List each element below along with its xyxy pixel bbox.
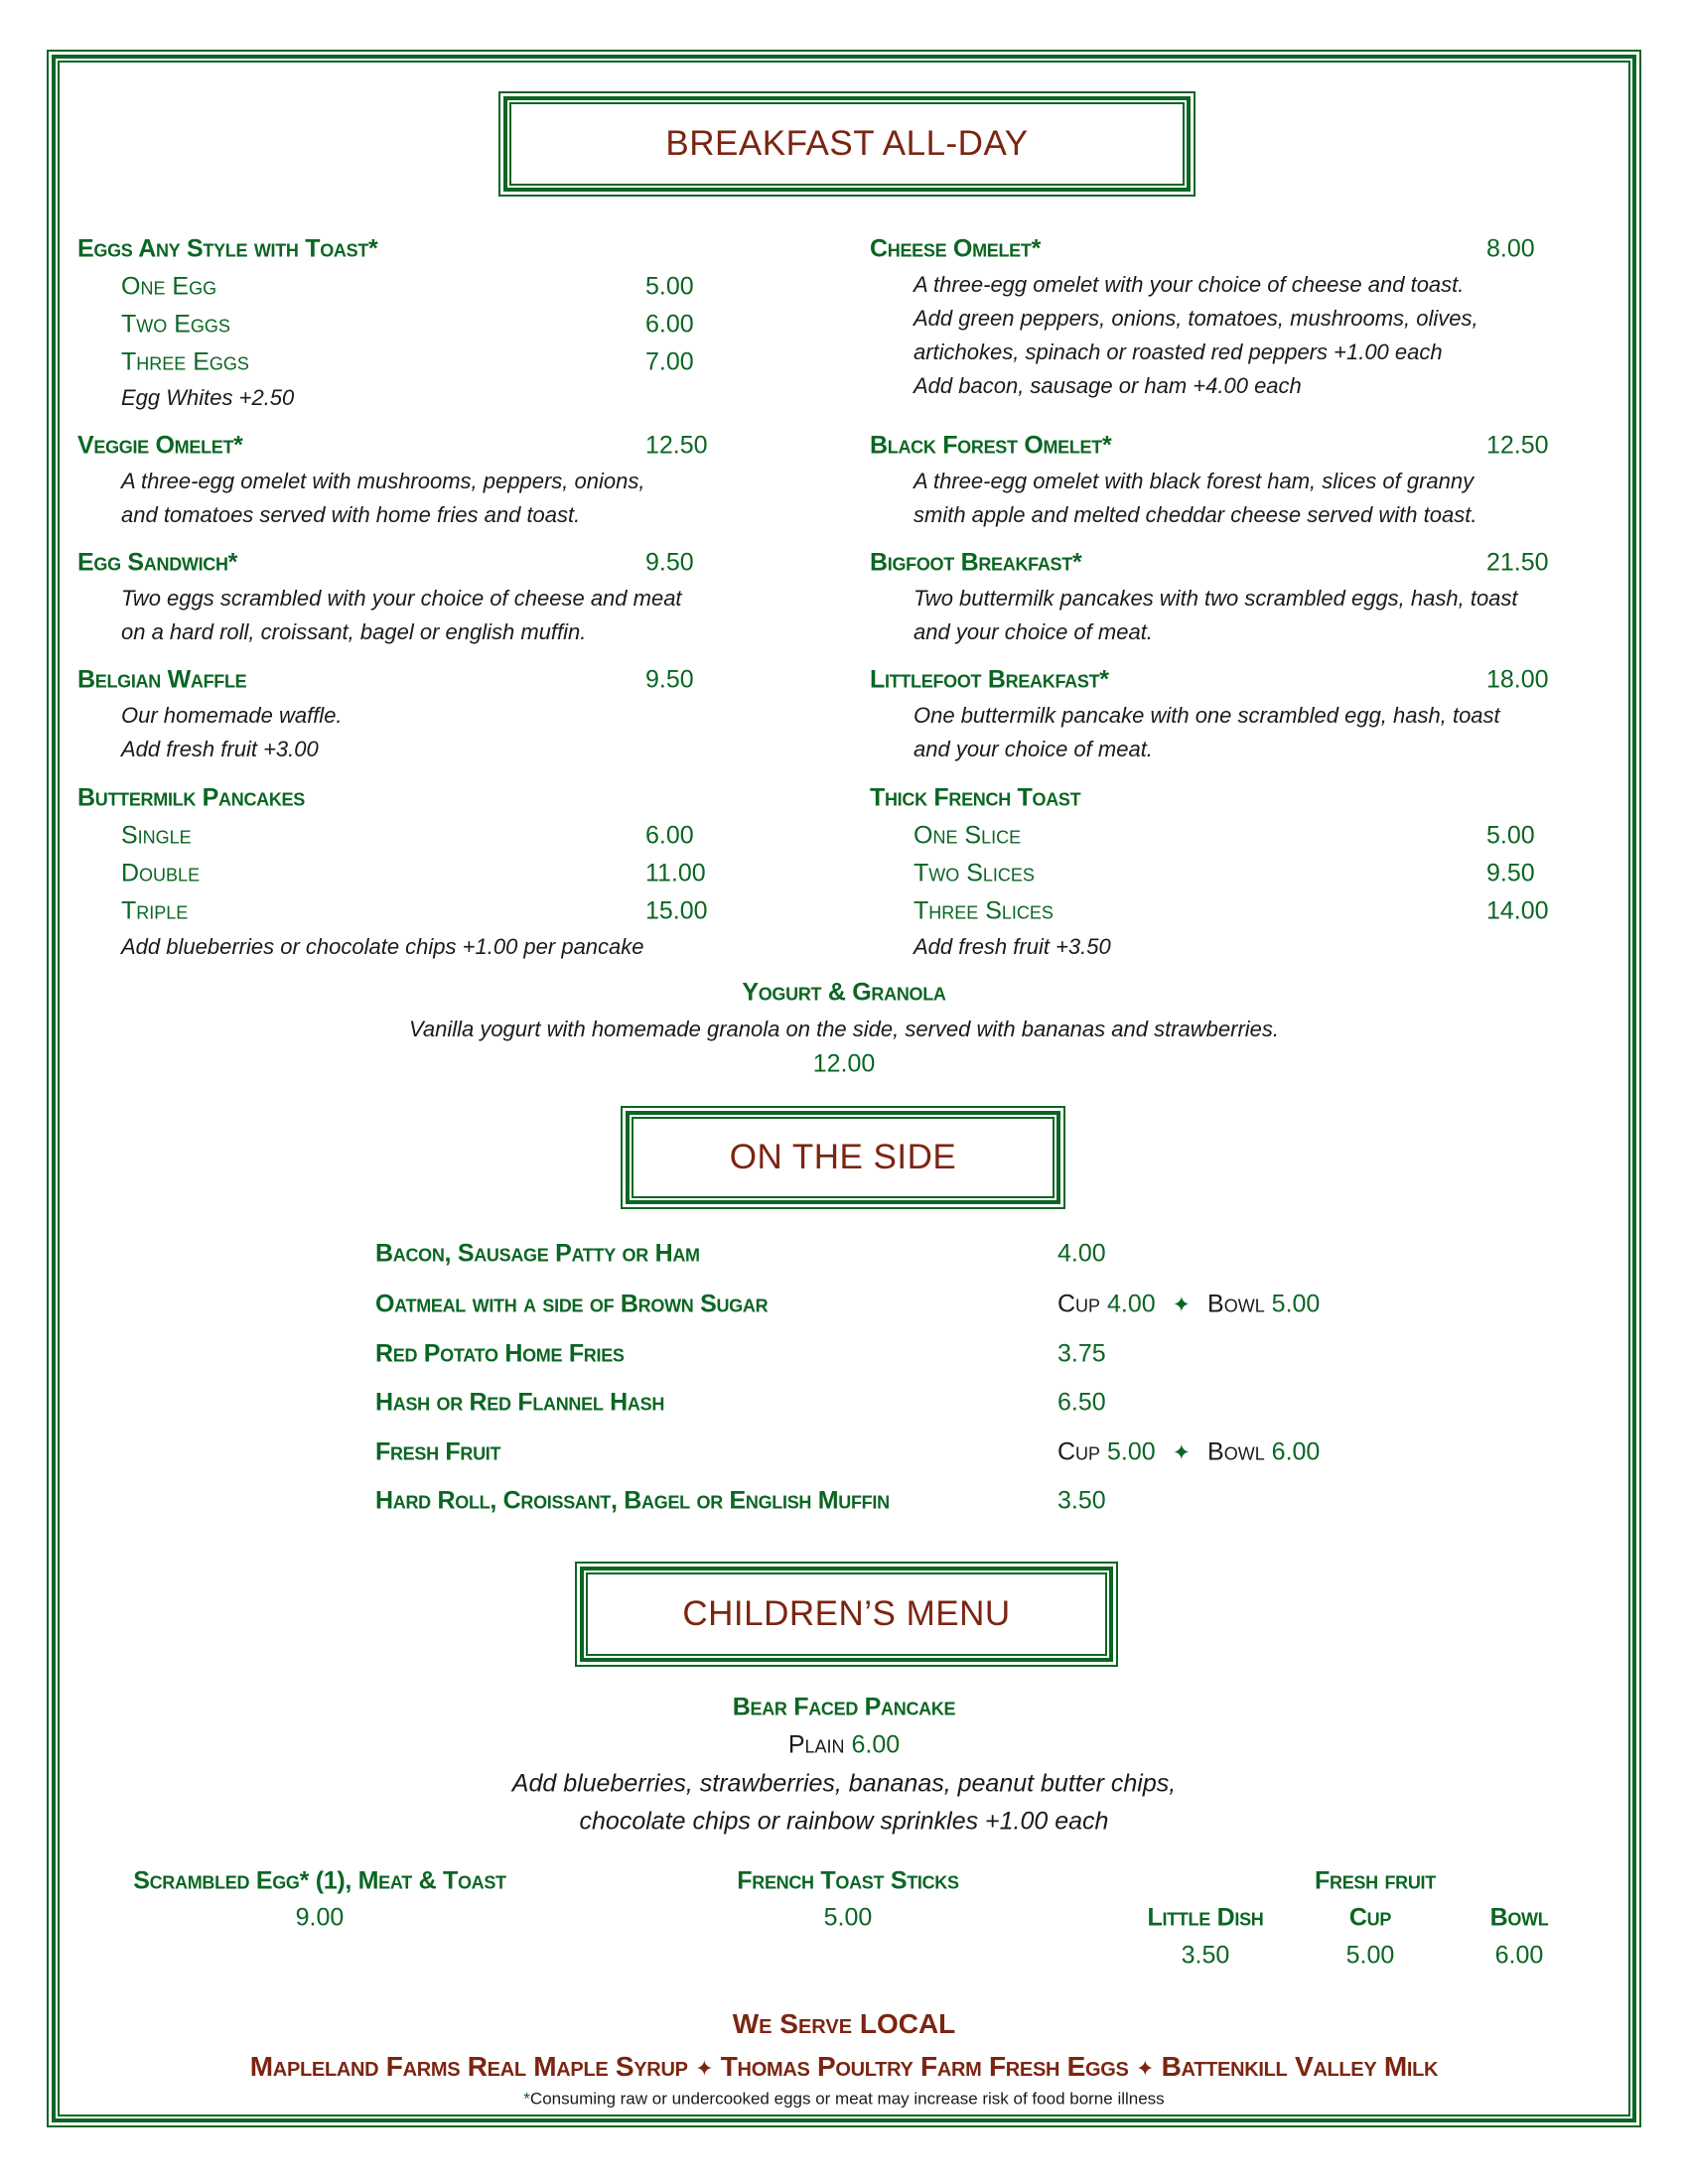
cup-price: 4.00 <box>1107 1290 1156 1318</box>
fruit-size-label: Bowl <box>1489 1903 1549 1932</box>
option-label: Triple <box>121 896 189 925</box>
section-title-breakfast <box>498 91 1196 197</box>
item-desc: and your choice of meat. <box>914 619 1153 644</box>
side-name: Red Potato Home Fries <box>375 1339 625 1368</box>
item-price-bigfoot: 21.50 <box>1486 548 1549 577</box>
item-name-yogurt: Yogurt & Granola <box>742 978 946 1007</box>
item-name-sticks: French Toast Sticks <box>737 1866 959 1895</box>
fruit-size-price: 3.50 <box>1181 1941 1230 1970</box>
option-price: 7.00 <box>645 347 694 376</box>
fruit-size-label: Cup <box>1348 1903 1392 1932</box>
bowl-price: 6.00 <box>1271 1437 1321 1466</box>
item-note: Egg Whites +2.50 <box>121 385 295 410</box>
item-desc: and your choice of meat. <box>914 737 1153 761</box>
item-desc-yogurt: Vanilla yogurt with homemade granola on the side, served with bananas and strawberries. <box>408 1017 1279 1041</box>
item-name-eggs: Eggs Any Style with Toast* <box>77 234 378 263</box>
side-price-cup-bowl <box>1057 1290 1321 1318</box>
option-label: Single <box>121 821 192 850</box>
side-price: 3.50 <box>1057 1486 1106 1515</box>
option-label: Three Slices <box>914 896 1054 925</box>
option-label: Two Eggs <box>121 310 230 339</box>
bowl-label: Bowl <box>1207 1437 1265 1466</box>
item-price-littlefoot: 18.00 <box>1486 665 1549 694</box>
item-note: Add fresh fruit +3.50 <box>914 934 1111 959</box>
item-price-sandwich: 9.50 <box>645 548 694 577</box>
item-name-sandwich: Egg Sandwich* <box>77 548 238 577</box>
plain-label: Plain <box>787 1730 845 1759</box>
item-desc: A three-egg omelet with black forest ham, slices of granny <box>914 469 1475 493</box>
diamond-star-icon: ✦ <box>1172 1439 1192 1465</box>
side-name: Bacon, Sausage Patty or Ham <box>375 1239 700 1268</box>
disclaimer-text: Consuming raw or undercooked eggs or meat may increase risk of food borne illness <box>529 2089 1165 2109</box>
item-name-scrambled: Scrambled Egg* (1), Meat & Toast <box>133 1866 506 1895</box>
diamond-star-icon: ✦ <box>1136 2056 1155 2081</box>
option-label: Double <box>121 859 201 887</box>
item-desc: Our homemade waffle. <box>121 703 343 728</box>
supplier: Mapleland Farms Real Maple Syrup <box>249 2051 688 2082</box>
option-label: One Egg <box>121 272 217 301</box>
cup-label: Cup <box>1057 1437 1101 1466</box>
item-desc: One buttermilk pancake with one scrambled egg, hash, toast <box>914 703 1500 728</box>
item-price-bear-pancake <box>0 1730 1688 1759</box>
supplier: Thomas Poultry Farm Fresh Eggs <box>720 2051 1129 2082</box>
fruit-size-price: 6.00 <box>1494 1941 1544 1970</box>
option-price: 15.00 <box>645 896 708 925</box>
asterisk-icon: * <box>523 2089 530 2109</box>
item-desc: and tomatoes served with home fries and toast. <box>121 502 581 527</box>
option-price: 14.00 <box>1486 896 1549 925</box>
fruit-size-price: 5.00 <box>1345 1941 1395 1970</box>
bowl-label: Bowl <box>1207 1290 1265 1318</box>
option-price: 5.00 <box>1486 821 1535 850</box>
item-desc: A three-egg omelet with your choice of cheese and toast. <box>914 272 1465 297</box>
item-name-waffle: Belgian Waffle <box>77 665 247 694</box>
footer-headline: We Serve LOCAL <box>732 2008 956 2039</box>
footer-disclaimer <box>0 2091 1688 2108</box>
item-name-cheese: Cheese Omelet* <box>870 234 1041 263</box>
item-desc: Two buttermilk pancakes with two scrambled eggs, hash, toast <box>914 586 1518 611</box>
item-name-fresh-fruit: Fresh fruit <box>1315 1866 1436 1895</box>
item-desc: Add blueberries, strawberries, bananas, peanut butter chips, <box>511 1769 1177 1798</box>
item-desc: Two eggs scrambled with your choice of cheese and meat <box>121 586 682 611</box>
side-price: 4.00 <box>1057 1239 1106 1268</box>
diamond-star-icon: ✦ <box>695 2056 714 2081</box>
item-name-veggie: Veggie Omelet* <box>77 431 243 460</box>
cup-label: Cup <box>1057 1290 1101 1318</box>
item-note: Add blueberries or chocolate chips +1.00 per pancake <box>121 934 644 959</box>
option-price: 9.50 <box>1486 859 1535 887</box>
side-name: Fresh Fruit <box>375 1437 501 1466</box>
item-desc: smith apple and melted cheddar cheese served with toast. <box>914 502 1477 527</box>
item-name-bigfoot: Bigfoot Breakfast* <box>870 548 1082 577</box>
bowl-price: 5.00 <box>1271 1290 1321 1318</box>
item-price-cheese: 8.00 <box>1486 234 1535 263</box>
side-name: Oatmeal with a side of Brown Sugar <box>375 1290 769 1318</box>
supplier: Battenkill Valley Milk <box>1161 2051 1439 2082</box>
item-desc: A three-egg omelet with mushrooms, peppers, onions, <box>121 469 645 493</box>
side-price: 3.75 <box>1057 1339 1106 1368</box>
item-price-veggie: 12.50 <box>645 431 708 460</box>
item-price-waffle: 9.50 <box>645 665 694 694</box>
item-desc: on a hard roll, croissant, bagel or english muffin. <box>121 619 587 644</box>
section-title-children <box>575 1562 1118 1667</box>
diamond-star-icon: ✦ <box>1172 1292 1192 1317</box>
plain-price: 6.00 <box>851 1730 901 1759</box>
option-price: 6.00 <box>645 821 694 850</box>
fruit-size-label: Little Dish <box>1147 1903 1264 1932</box>
section-title-sides <box>621 1106 1065 1209</box>
option-price: 5.00 <box>645 272 694 301</box>
item-price-blackforest: 12.50 <box>1486 431 1549 460</box>
item-desc: chocolate chips or rainbow sprinkles +1.00 each <box>579 1807 1109 1836</box>
cup-price: 5.00 <box>1107 1437 1156 1466</box>
item-name-bear-pancake: Bear Faced Pancake <box>732 1693 956 1721</box>
option-label: Two Slices <box>914 859 1035 887</box>
footer-suppliers <box>0 2053 1688 2081</box>
option-label: Three Eggs <box>121 347 249 376</box>
side-price-cup-bowl <box>1057 1437 1321 1466</box>
item-name-littlefoot: Littlefoot Breakfast* <box>870 665 1109 694</box>
item-name-pancakes: Buttermilk Pancakes <box>77 783 305 812</box>
option-label: One Slice <box>914 821 1022 850</box>
section-title-sides-text: ON THE SIDE <box>729 1138 957 1176</box>
item-desc: artichokes, spinach or roasted red peppers +1.00 each <box>914 340 1443 364</box>
item-price-scrambled: 9.00 <box>295 1903 345 1932</box>
item-price-sticks: 5.00 <box>823 1903 873 1932</box>
item-desc: Add bacon, sausage or ham +4.00 each <box>914 373 1302 398</box>
section-title-children-text: CHILDREN’S MENU <box>682 1594 1011 1633</box>
item-desc: Add fresh fruit +3.00 <box>121 737 319 761</box>
item-name-frenchtoast: Thick French Toast <box>870 783 1081 812</box>
side-name: Hash or Red Flannel Hash <box>375 1388 665 1417</box>
item-name-blackforest: Black Forest Omelet* <box>870 431 1112 460</box>
side-price: 6.50 <box>1057 1388 1106 1417</box>
item-desc: Add green peppers, onions, tomatoes, mushrooms, olives, <box>914 306 1478 331</box>
side-name: Hard Roll, Croissant, Bagel or English Muffin <box>375 1486 890 1515</box>
section-title-breakfast-text: BREAKFAST ALL-DAY <box>665 124 1029 163</box>
option-price: 11.00 <box>645 859 706 887</box>
option-price: 6.00 <box>645 310 694 339</box>
item-price-yogurt: 12.00 <box>812 1049 876 1078</box>
